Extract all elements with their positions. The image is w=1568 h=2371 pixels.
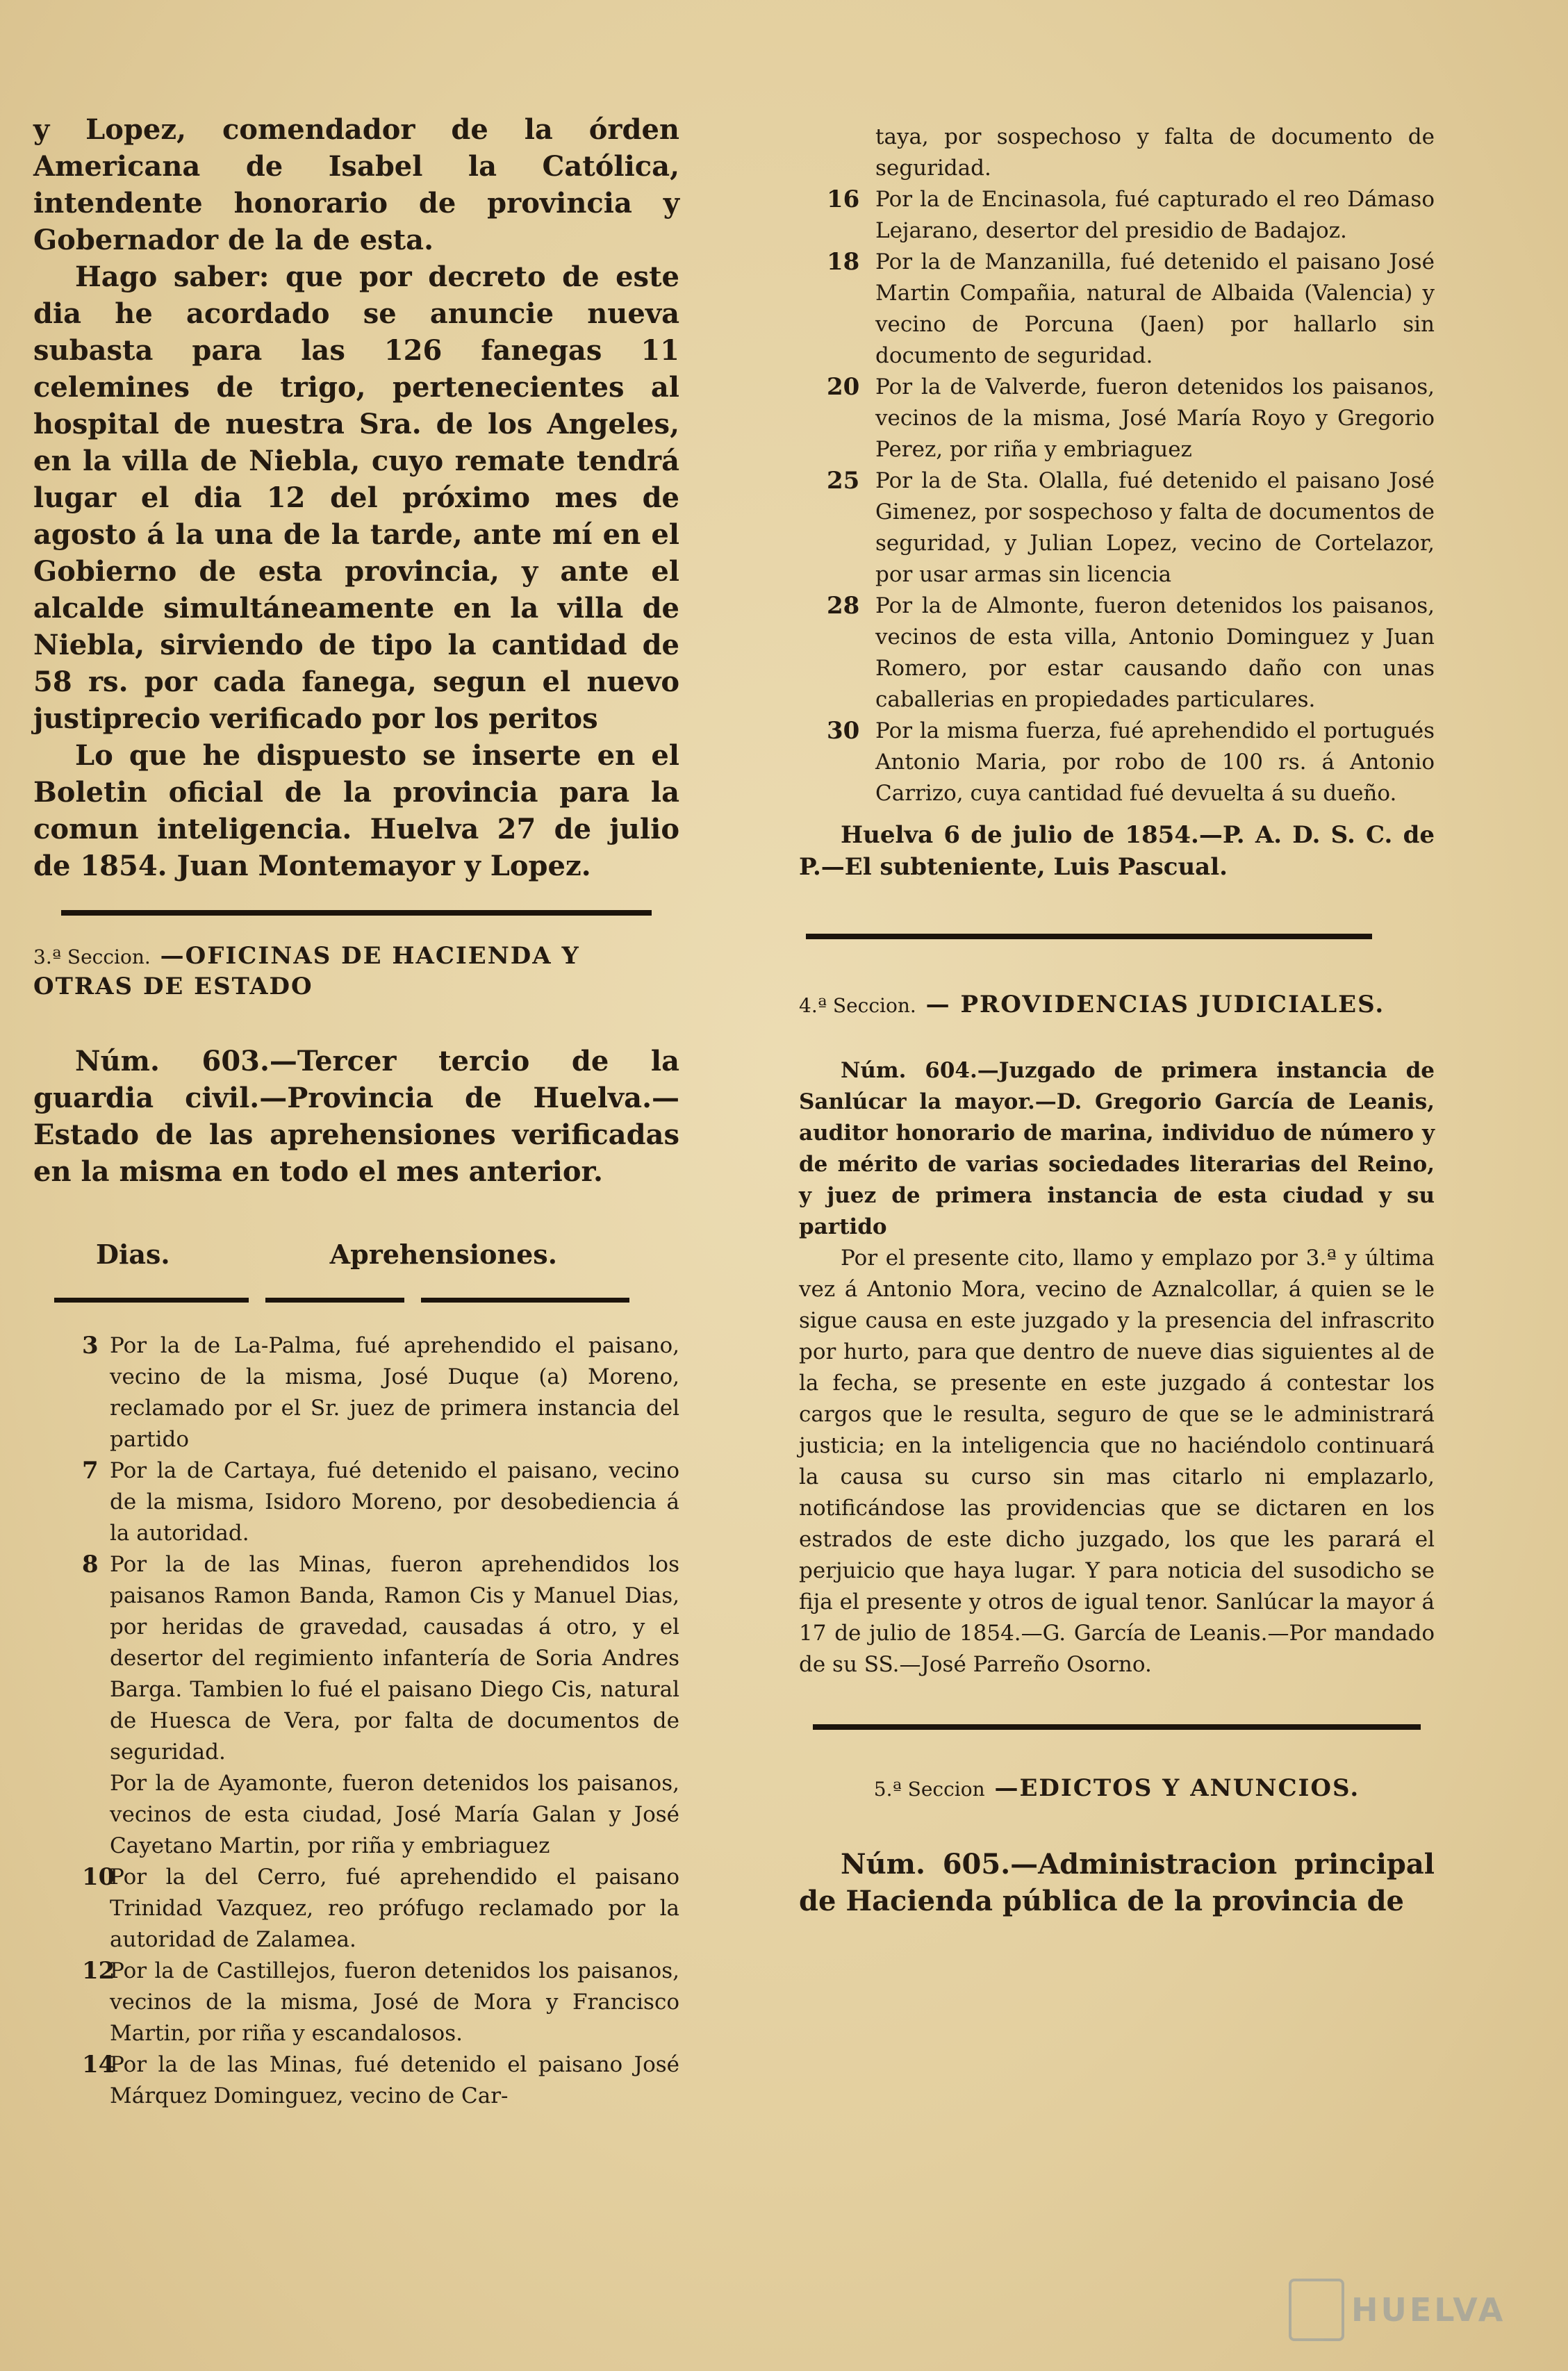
notice-paragraph: Hago saber: que por decreto de este dia he acordado se anuncie nueva subasta para las 126 fanegas 11 celemines de trigo, pertenecientes al hospital de nuestra Sra. de los Angeles, en la villa de Niebla, cuyo remate tendrá lugar el dia 12 del próximo mes de agosto á la una de la tarde, ante mí en el Gobierno de esta provincia, y ante el alcalde simultáneamente en la villa de Niebla, sirviendo de tipo la cantidad de 58 rs. por cada fanega, segun el nuevo justiprecio verificado por los peritos [33,261,679,735]
entry-text: Por la de Almonte, fueron detenidos los paisanos, vecinos de esta villa, Antonio Dominguez y Juan Romero, por estar causando daño con unas caballerias en propiedades particulares. [875,593,1435,712]
list-item [33,1862,679,1956]
section-4-title: — PROVIDENCIAS JUDICIALES. [925,991,1385,1018]
list-item [33,1768,679,1862]
right-column [799,122,1435,1919]
section-4-heading [799,990,1435,1021]
num603-heading: Núm. 603.—Tercer tercio de la guardia civil.—Provincia de Huelva.—Estado de las aprehensiones verificadas en la misma en todo el mes anterior. [33,1045,679,1188]
entry-text: Por la de Encinasola, fué capturado el reo Dámaso Lejarano, desertor del presidio de Badajoz. [875,187,1435,243]
entry-day: 28 [827,592,860,620]
entry-text: Por la de La-Palma, fué aprehendido el paisano, vecino de la misma, José Duque (a) Moreno, reclamado por el Sr. juez de primera instancia del partido [110,1333,679,1452]
entry-text: Por la de Ayamonte, fueron detenidos los paisanos, vecinos de esta ciudad, José María Galan y José Cayetano Martin, por riña y embriaguez [110,1771,679,1858]
entry-text: taya, por sospechoso y falta de documento de seguridad. [875,124,1435,181]
section-5-heading [799,1774,1435,1804]
right-entries [799,122,1435,809]
table-header [96,1239,679,1270]
entry-day: 3 [82,1332,99,1360]
list-item [33,1549,679,1768]
entry-day: 30 [827,717,860,745]
archive-seal-icon [1289,2279,1344,2341]
list-item [33,1455,679,1549]
entry-text: Por la misma fuerza, fué aprehendido el portugués Antonio Maria, por robo de 100 rs. á Antonio Carrizo, cuya cantidad fué devuelta á su dueño. [875,718,1435,806]
entry-day: 25 [827,467,860,495]
entry-day: 12 [82,1957,115,1985]
watermark-text: HUELVA [1351,2291,1506,2329]
entry-text: Por la de las Minas, fueron aprehendidos los paisanos Ramon Banda, Ramon Cis y Manuel Dias, por heridas de gravedad, causadas á otro, y el desertor del regimiento infantería de Soria Andres Barga. Tambien lo fué el paisano Diego Cis, natural de Huesca de Vera, por falta de documentos de seguridad. [110,1552,679,1765]
dias-column-header: Dias. [96,1239,170,1270]
section-divider [799,932,1435,941]
entry-text: Por la de Manzanilla, fué detenido el paisano José Martin Compañia, natural de Albaida (Valencia) y vecino de Porcuna (Jaen) por hallarlo sin documento de seguridad. [875,249,1435,368]
entry-day: 7 [82,1457,99,1485]
header-rule [33,1298,679,1303]
report-signature: Huelva 6 de julio de 1854.—P. A. D. S. C. de P.—El subteniente, Luis Pascual. [799,821,1435,881]
list-item [799,122,1435,184]
left-entries [33,1330,679,2112]
section-4-label: 4.ª Seccion. [799,994,916,1017]
list-item [799,465,1435,590]
entry-text: Por la del Cerro, fué aprehendido el paisano Trinidad Vazquez, reo prófugo reclamado por la autoridad de Zalamea. [110,1865,679,1952]
list-item [799,247,1435,372]
entry-day [33,1768,110,1862]
entry-text: Por la de las Minas, fué detenido el paisano José Márquez Dominguez, vecino de Car- [110,2052,679,2108]
section-3-heading [33,941,679,1001]
num604-heading: Núm. 604.—Juzgado de primera instancia de Sanlúcar la mayor.—D. Gregorio García de Leanis, auditor honorario de marina, individuo de número y de mérito de varias sociedades literarias del Reino, y juez de primera instancia de esta ciudad y su partido [799,1058,1435,1239]
num605-heading: Núm. 605.—Administracion principal de Hacienda pública de la provincia de [799,1848,1435,1917]
section-3-title: —OFICINAS DE HACIENDA Y OTRAS DE ESTADO [33,942,580,1000]
entry-day: 10 [82,1863,115,1891]
aprehensiones-column-header: Aprehensiones. [329,1239,557,1270]
closing-paragraph: Lo que he dispuesto se inserte en el Boletin oficial de la provincia para la comun inteligencia. Huelva 27 de julio de 1854. Juan Montemayor y Lopez. [33,739,679,882]
list-item [799,372,1435,465]
section-5-title: —EDICTOS Y ANUNCIOS. [994,1774,1360,1802]
entry-day: 14 [82,2051,115,2079]
entry-text: Por la de Sta. Olalla, fué detenido el paisano José Gimenez, por sospechoso y falta de documentos de seguridad, y Julian Lopez, vecino de Cortelazor, por usar armas sin licencia [875,468,1435,587]
section-3-label: 3.ª Seccion. [33,945,151,968]
entry-day: 8 [82,1551,99,1578]
list-item [799,590,1435,716]
section-divider [33,908,679,918]
list-item [33,1956,679,2049]
entry-text: Por la de Cartaya, fué detenido el paisano, vecino de la misma, Isidoro Moreno, por desobediencia á la autoridad. [110,1458,679,1546]
entry-day: 18 [827,248,860,276]
section-divider [799,1722,1435,1732]
archive-watermark [1289,2279,1518,2341]
list-item [799,184,1435,247]
entry-day [799,122,875,184]
entry-day: 20 [827,373,860,401]
entry-day: 16 [827,185,860,213]
list-item [33,2049,679,2112]
left-column [33,111,679,2112]
num604-body: Por el presente cito, llamo y emplazo por 3.ª y última vez á Antonio Mora, vecino de Aznalcollar, á quien se le sigue causa en este juzgado y la presencia del infrascrito por hurto, para que dentro de nueve dias siguientes al de la fecha, se presente en este juzgado á contestar los cargos que le resulta, seguro de que se le administrará justicia; en la inteligencia que no haciéndolo continuará la causa su curso sin mas citarlo ni emplazarlo, notificándose las providencias que se dictaren en los estrados de este dicho juzgado, los que les parará el perjuicio que haya lugar. Y para noticia del susodicho se fija el presente y otros de igual tenor. Sanlúcar la mayor á 17 de julio de 1854.—G. García de Leanis.—Por mandado de su SS.—José Parreño Osorno. [799,1246,1435,1677]
entry-text: Por la de Castillejos, fueron detenidos los paisanos, vecinos de la misma, José de Mora y Francisco Martin, por riña y escandalosos. [110,1958,679,2046]
intro-paragraph: y Lopez, comendador de la órden Americana de Isabel la Católica, intendente honorario de provincia y Gobernador de la de esta. [33,113,679,256]
entry-text: Por la de Valverde, fueron detenidos los paisanos, vecinos de la misma, José María Royo y Gregorio Perez, por riña y embriaguez [875,374,1435,462]
section-5-label: 5.ª Seccion [873,1778,985,1801]
list-item [33,1330,679,1455]
list-item [799,716,1435,809]
